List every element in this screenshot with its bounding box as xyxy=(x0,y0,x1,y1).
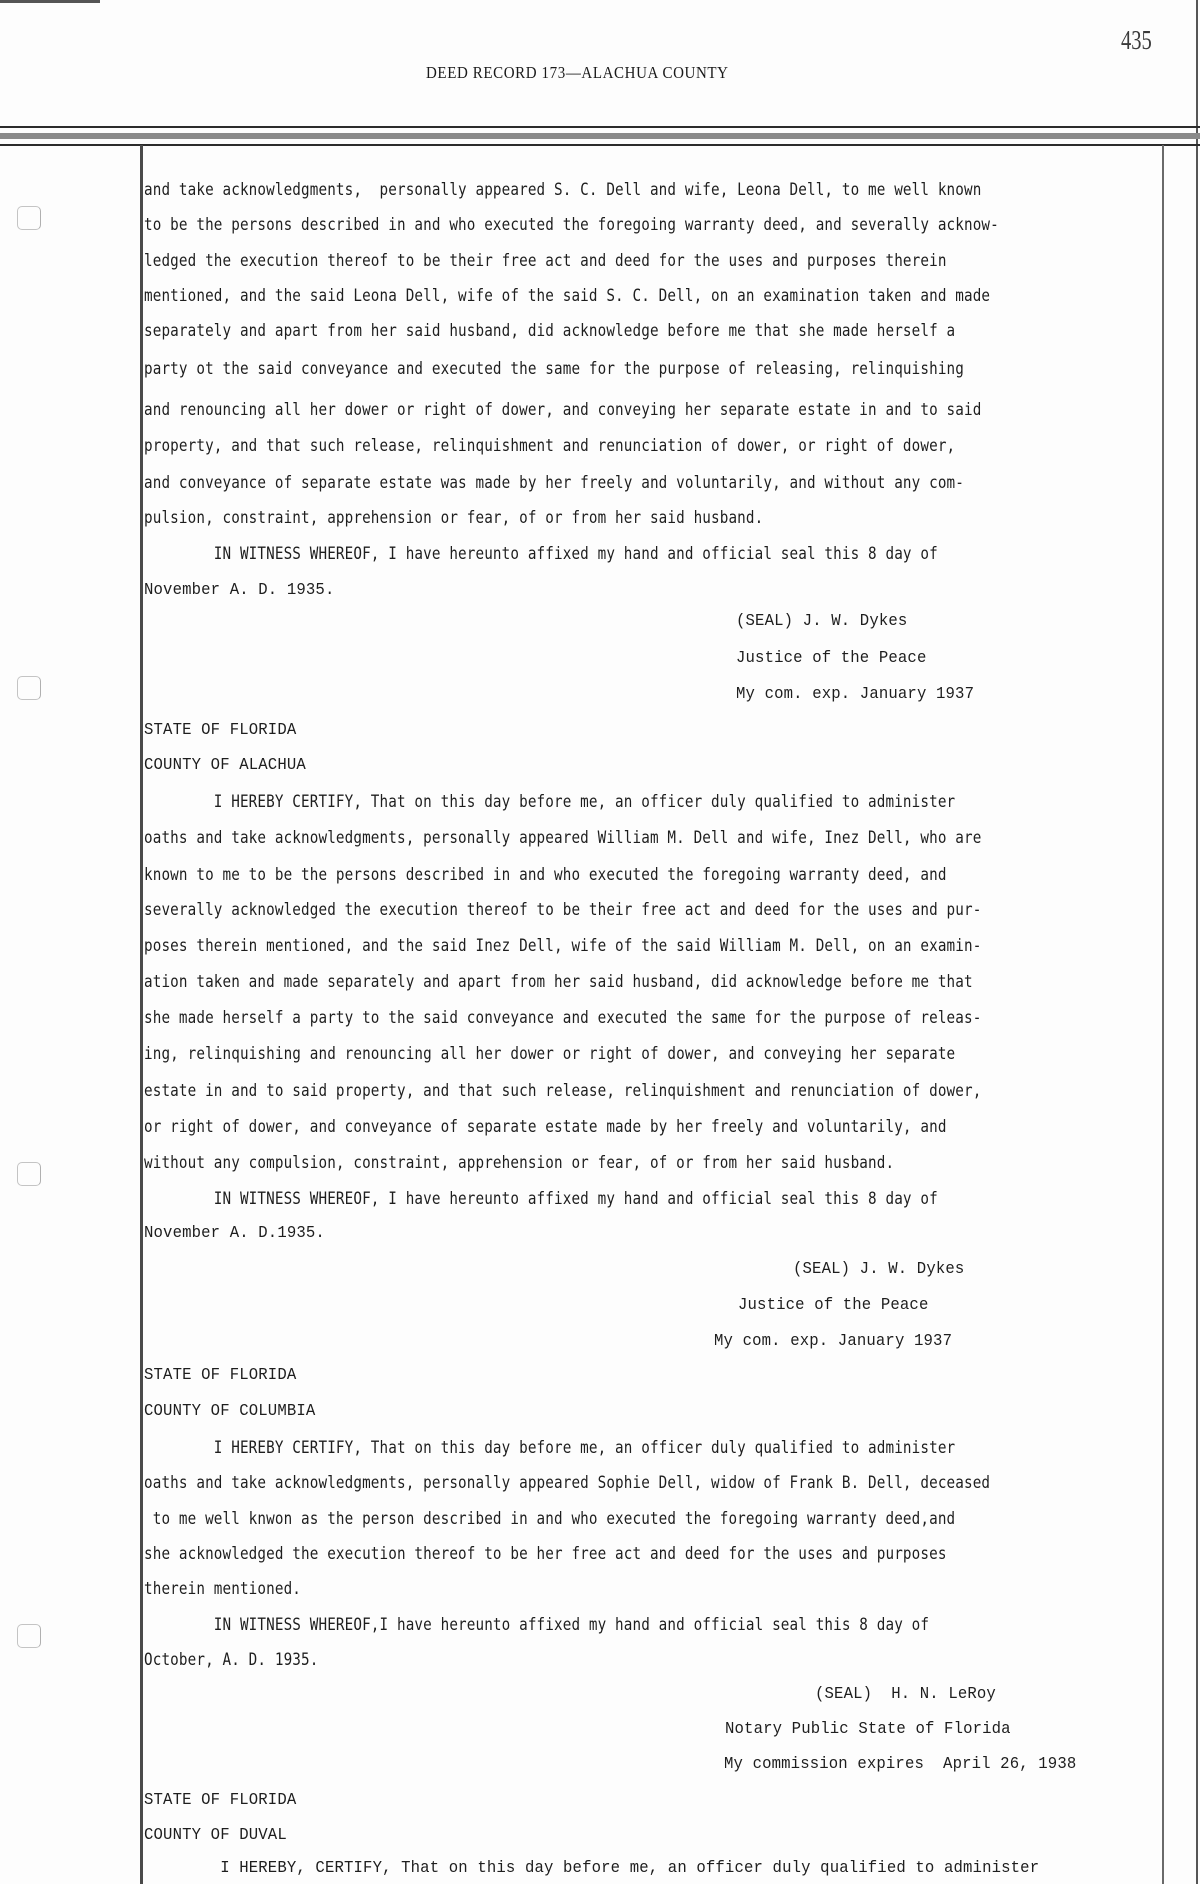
county-heading: COUNTY OF ALACHUA xyxy=(144,756,306,775)
signature-seal: (SEAL) H. N. LeRoy xyxy=(815,1685,996,1704)
body-line: known to me to be the persons described in and who executed the foregoing warranty deed, and xyxy=(144,865,947,885)
page-number: 435 xyxy=(1121,26,1152,56)
body-line: property, and that such release, relinquishment and renunciation of dower, or right of dower, xyxy=(144,436,956,456)
body-line: she made herself a party to the said conveyance and executed the same for the purpose of releas- xyxy=(144,1008,982,1028)
body-line: to me well knwon as the person described in and who executed the foregoing warranty deed,and xyxy=(144,1509,956,1529)
witness-line: IN WITNESS WHEREOF,I have hereunto affixed my hand and official seal this 8 day of xyxy=(144,1615,930,1635)
witness-line: IN WITNESS WHEREOF, I have hereunto affixed my hand and official seal this 8 day of xyxy=(144,1189,938,1209)
binder-hole-mark xyxy=(17,1624,41,1648)
signature-commission: My com. exp. January 1937 xyxy=(714,1332,953,1351)
binder-hole-mark xyxy=(17,1162,41,1186)
header-rule-thick xyxy=(0,133,1200,139)
body-line: and conveyance of separate estate was made by her freely and voluntarily, and without any com- xyxy=(144,473,964,493)
body-line: I HEREBY CERTIFY, That on this day before me, an officer duly qualified to administer xyxy=(144,1438,956,1458)
body-line: therein mentioned. xyxy=(144,1579,302,1599)
body-line: party ot the said conveyance and executed the same for the purpose of releasing, relinquishing xyxy=(144,359,964,379)
header-rule-bottom xyxy=(0,144,1200,146)
left-margin-rule xyxy=(140,145,143,1884)
body-line: pulsion, constraint, apprehension or fear, of or from her said husband. xyxy=(144,508,764,528)
date-line: October, A. D. 1935. xyxy=(144,1650,319,1670)
state-heading: STATE OF FLORIDA xyxy=(144,1791,297,1810)
header-rule-top xyxy=(0,126,1200,128)
body-line: ledged the execution thereof to be their free act and deed for the uses and purposes therein xyxy=(144,251,947,271)
signature-commission: My com. exp. January 1937 xyxy=(736,685,975,704)
body-line: ation taken and made separately and apart from her said husband, did acknowledge before me that xyxy=(144,972,973,992)
signature-title: Justice of the Peace xyxy=(738,1296,929,1315)
date-line: November A. D. 1935. xyxy=(144,581,335,600)
signature-title: Justice of the Peace xyxy=(736,649,927,668)
witness-line: IN WITNESS WHEREOF, I have hereunto affixed my hand and official seal this 8 day of xyxy=(144,544,938,564)
body-line: oaths and take acknowledgments, personally appeared Sophie Dell, widow of Frank B. Dell, deceased xyxy=(144,1473,991,1493)
body-line: I HEREBY, CERTIFY, That on this day before me, an officer duly qualified to administer xyxy=(144,1859,1040,1878)
body-line: and take acknowledgments, personally appeared S. C. Dell and wife, Leona Dell, to me well known xyxy=(144,180,982,200)
binder-hole-mark xyxy=(17,206,41,230)
page-edge xyxy=(1196,0,1198,1884)
date-line: November A. D.1935. xyxy=(144,1224,325,1243)
body-line: estate in and to said property, and that such release, relinquishment and renunciation of dower, xyxy=(144,1081,982,1101)
county-heading: COUNTY OF COLUMBIA xyxy=(144,1402,316,1421)
body-line: oaths and take acknowledgments, personally appeared William M. Dell and wife, Inez Dell, who are xyxy=(144,828,982,848)
binder-hole-mark xyxy=(17,676,41,700)
body-line: ing, relinquishing and renouncing all her dower or right of dower, and conveying her separate xyxy=(144,1044,956,1064)
body-line: to be the persons described in and who executed the foregoing warranty deed, and severally acknow- xyxy=(144,215,999,235)
page-header-title: DEED RECORD 173—ALACHUA COUNTY xyxy=(426,64,729,83)
signature-seal: (SEAL) J. W. Dykes xyxy=(793,1260,965,1279)
right-margin-rule xyxy=(1162,145,1164,1884)
body-line: mentioned, and the said Leona Dell, wife of the said S. C. Dell, on an examination taken and made xyxy=(144,286,991,306)
signature-commission: My commission expires April 26, 1938 xyxy=(724,1755,1077,1774)
state-heading: STATE OF FLORIDA xyxy=(144,1366,297,1385)
scan-smudge xyxy=(0,0,100,3)
body-line: she acknowledged the execution thereof to be her free act and deed for the uses and purposes xyxy=(144,1544,947,1564)
body-line: or right of dower, and conveyance of separate estate made by her freely and voluntarily, and xyxy=(144,1117,947,1137)
county-heading: COUNTY OF DUVAL xyxy=(144,1826,287,1845)
body-line: without any compulsion, constraint, apprehension or fear, of or from her said husband. xyxy=(144,1153,895,1173)
body-line: and renouncing all her dower or right of dower, and conveying her separate estate in and to said xyxy=(144,400,982,420)
signature-title: Notary Public State of Florida xyxy=(725,1720,1011,1739)
signature-seal: (SEAL) J. W. Dykes xyxy=(736,612,908,631)
body-line: I HEREBY CERTIFY, That on this day before me, an officer duly qualified to administer xyxy=(144,792,956,812)
body-line: poses therein mentioned, and the said Inez Dell, wife of the said William M. Dell, on an examin- xyxy=(144,936,982,956)
body-line: severally acknowledged the execution thereof to be their free act and deed for the uses and pur- xyxy=(144,900,982,920)
body-line: separately and apart from her said husband, did acknowledge before me that she made herself a xyxy=(144,321,956,341)
state-heading: STATE OF FLORIDA xyxy=(144,721,297,740)
